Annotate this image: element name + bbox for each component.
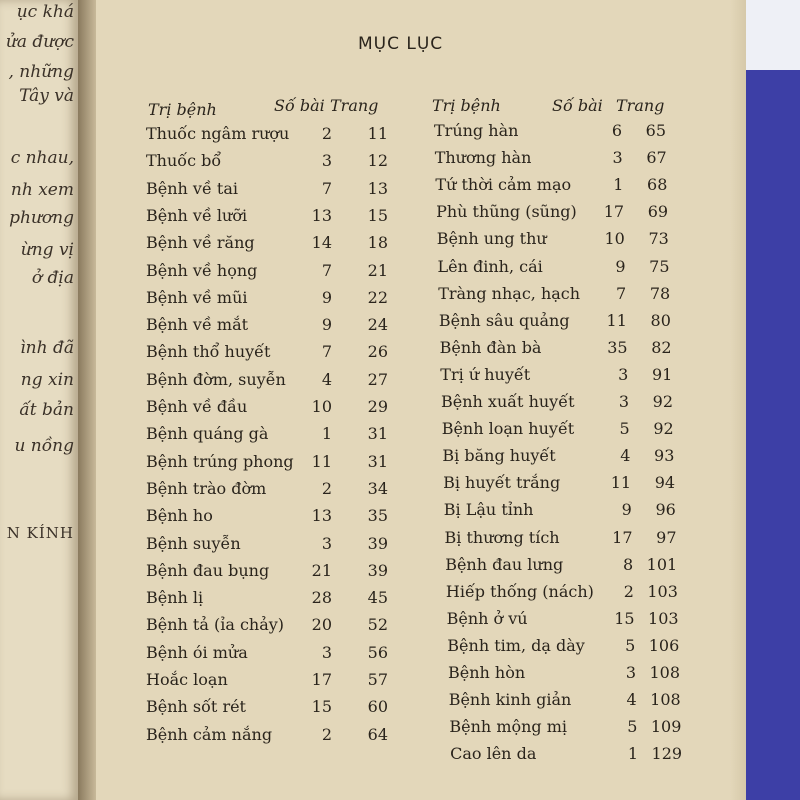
toc-entry-name: Bệnh xuất huyết [441, 392, 575, 411]
toc-entry-page: 92 [653, 419, 674, 439]
left-page-line: N KÍNH [6, 524, 74, 542]
toc-entry-page: 60 [367, 697, 388, 717]
toc-entry-name: Trị ứ huyết [440, 364, 531, 384]
toc-entry-page: 96 [655, 500, 676, 520]
left-page-line: nh xem [10, 180, 74, 200]
toc-entry-count: 13 [311, 205, 332, 225]
toc-entry-page: 31 [367, 424, 388, 444]
page-title: MỤC LỤC [358, 34, 444, 54]
toc-entry-page: 13 [367, 178, 388, 198]
toc-entry-name: Bệnh hòn [448, 663, 526, 682]
toc-entry-count: 1 [627, 744, 639, 764]
toc-entry-name: Bệnh ung thư [436, 229, 547, 249]
toc-entry-count: 4 [321, 369, 332, 389]
toc-entry-name: Lên đinh, cái [437, 256, 543, 276]
toc-entry-page: 92 [652, 392, 673, 411]
toc-entry-name: Hiếp thống (nách) [445, 581, 594, 601]
toc-entry-page: 24 [367, 315, 388, 335]
toc-entry-name: Bệnh đờm, suyễn [146, 369, 286, 389]
toc-entry-page: 80 [650, 310, 671, 330]
toc-entry-page: 91 [651, 364, 673, 384]
toc-entry-page: 106 [648, 635, 680, 655]
toc-entry-page: 57 [367, 670, 388, 689]
toc-entry-name: Bệnh về đầu [146, 397, 248, 416]
toc-entry-count: 5 [619, 419, 630, 439]
toc-entry-count: 3 [321, 642, 332, 662]
book-gutter [78, 0, 96, 800]
toc-entry-name: Bệnh tả (ỉa chảy) [146, 615, 285, 635]
left-page-line: , những [8, 62, 74, 82]
toc-entry-count: 28 [311, 588, 332, 608]
toc-entry-page: 108 [650, 690, 681, 710]
toc-entry-page: 39 [367, 533, 388, 553]
toc-entry-page: 78 [649, 283, 671, 303]
toc-entry-count: 13 [311, 506, 332, 526]
toc-entry-count: 17 [603, 202, 625, 222]
toc-entry-count: 11 [606, 310, 627, 330]
toc-entry-page: 82 [651, 337, 672, 357]
toc-entry-page: 94 [654, 473, 676, 493]
toc-entry-count: 15 [311, 697, 332, 717]
toc-entry-page: 27 [367, 369, 388, 389]
toc-entry-count: 5 [627, 717, 638, 737]
toc-entry-count: 2 [321, 724, 332, 744]
toc-entry-count: 15 [614, 608, 635, 628]
toc-entry-name: Bệnh lị [146, 588, 204, 608]
toc-entry-count: 1 [613, 175, 624, 195]
toc-entry-page: 34 [367, 478, 388, 498]
toc-entry-count: 2 [321, 478, 332, 498]
toc-entry-name: Bệnh về họng [146, 260, 258, 280]
toc-entry-name: Bệnh mộng mị [449, 717, 568, 737]
toc-entry-name: Hoắc loạn [146, 670, 228, 689]
toc-entry-count: 3 [612, 148, 623, 168]
toc-entry-count: 21 [311, 560, 332, 580]
toc-entry-count: 20 [311, 615, 332, 635]
toc-entry-page: 18 [367, 233, 388, 253]
toc-entry-count: 2 [623, 581, 634, 601]
toc-entry-name: Phù thũng (sũng) [436, 202, 577, 222]
toc-entry-count: 5 [625, 635, 636, 655]
toc-entry-count: 10 [604, 229, 625, 249]
toc-entry-name: Bệnh suyễn [146, 533, 241, 553]
toc-entry-page: 15 [367, 205, 388, 225]
toc-entry-name: Bệnh về lưỡi [146, 205, 248, 225]
toc-entry-name: Bệnh về mũi [146, 287, 248, 307]
toc-entry-page: 101 [646, 554, 678, 574]
toc-entry-count: 4 [620, 446, 631, 466]
toc-entry-count: 3 [618, 364, 629, 384]
toc-entry-page: 45 [367, 588, 388, 608]
toc-entry-page: 29 [367, 397, 388, 416]
toc-entry-page: 103 [647, 581, 678, 601]
toc-entry-page: 109 [650, 717, 682, 737]
left-facing-page [0, 0, 78, 800]
toc-entry-count: 9 [321, 287, 332, 307]
toc-entry-page: 22 [367, 287, 388, 307]
toc-entry-page: 39 [367, 560, 388, 580]
left-page-line: ất bản [19, 400, 74, 420]
left-page-line: ừng vị [20, 240, 74, 260]
background-surface [746, 0, 800, 70]
toc-entry-name: Bệnh đau lưng [445, 554, 564, 574]
toc-entry-page: 56 [367, 642, 388, 662]
toc-entry-count: 9 [321, 315, 332, 335]
toc-entry-page: 129 [651, 744, 683, 764]
toc-entry-count: 7 [321, 178, 332, 198]
toc-entry-name: Bệnh đàn bà [439, 337, 542, 357]
toc-entry-page: 31 [367, 451, 388, 471]
left-page-line: ửa được [5, 32, 74, 52]
toc-entry-count: 7 [321, 342, 332, 362]
toc-entry-name: Bệnh loạn huyết [441, 419, 575, 439]
toc-entry-page: 97 [656, 527, 677, 547]
toc-entry-count: 6 [611, 121, 622, 140]
toc-entry-name: Bị huyết trắng [443, 473, 561, 493]
toc-entry-name: Bệnh ho [146, 506, 213, 526]
toc-entry-name: Bệnh quáng gà [146, 424, 269, 444]
toc-entry-name: Bệnh về răng [146, 233, 255, 253]
toc-entry-page: 75 [649, 256, 670, 276]
toc-entry-page: 52 [367, 615, 388, 635]
toc-entry-page: 11 [367, 124, 388, 143]
toc-entry-count: 17 [612, 527, 633, 547]
toc-entry-name: Bệnh ở vú [446, 608, 528, 628]
toc-entry-name: Bệnh trào đờm [146, 478, 267, 498]
toc-entry-name: Tứ thời cảm mạo [435, 175, 572, 195]
toc-entry-page: 108 [649, 663, 680, 682]
left-page-line: Tây và [19, 86, 74, 106]
toc-entry-name: Bệnh cảm nắng [146, 724, 273, 744]
toc-entry-count: 4 [626, 690, 637, 710]
left-page-line: ng xin [20, 370, 74, 390]
background-blue-book [746, 70, 800, 800]
toc-entry-page: 26 [367, 342, 388, 362]
toc-entry-name: Bệnh đau bụng [146, 560, 270, 580]
left-page-line: ình đã [20, 338, 74, 358]
toc-entry-page: 12 [367, 151, 388, 171]
left-header-count: Số bài [274, 96, 325, 115]
toc-entry-name: Bị Lậu tỉnh [443, 500, 534, 520]
toc-entry-page: 35 [367, 506, 388, 526]
toc-entry-count: 3 [625, 663, 636, 682]
toc-entry-name: Thuốc bổ [146, 151, 222, 171]
toc-entry-page: 64 [367, 724, 388, 744]
toc-entry-count: 9 [621, 500, 632, 520]
left-page-line: c nhau, [10, 148, 74, 168]
toc-entry-count: 3 [321, 533, 332, 553]
toc-entry-count: 10 [311, 397, 332, 416]
toc-entry-name: Bệnh tim, dạ dày [447, 635, 585, 655]
toc-entry-page: 69 [647, 202, 669, 222]
toc-entry-count: 11 [610, 473, 632, 493]
toc-entry-count: 35 [607, 337, 628, 357]
left-page-line: ở địa [31, 268, 74, 288]
left-page-line: u nồng [14, 436, 74, 456]
left-header-page: Trang [330, 96, 379, 115]
toc-entry-name: Bệnh sốt rét [146, 697, 246, 717]
toc-entry-count: 9 [615, 256, 626, 276]
toc-entry-name: Bệnh ói mửa [146, 642, 248, 662]
toc-entry-page: 73 [648, 229, 669, 249]
toc-entry-count: 3 [321, 151, 332, 171]
toc-entry-page: 103 [648, 608, 679, 628]
toc-entry-name: Bị thương tích [444, 527, 560, 547]
toc-entry-count: 14 [311, 233, 332, 253]
toc-entry-name: Thuốc ngâm rượu [146, 124, 290, 143]
left-header-name: Trị bệnh [148, 100, 217, 119]
toc-entry-name: Bị băng huyết [442, 446, 556, 466]
toc-entry-page: 68 [647, 175, 668, 195]
toc-entry-name: Bệnh về tai [146, 178, 238, 198]
right-header-name: Trị bệnh [432, 96, 501, 115]
toc-entry-name: Bệnh về mắt [146, 315, 249, 335]
toc-entry-page: 21 [367, 260, 388, 280]
toc-entry-count: 17 [311, 670, 332, 689]
toc-entry-name: Bệnh thổ huyết [146, 342, 271, 362]
toc-entry-page: 65 [645, 121, 666, 140]
toc-entry-page: 67 [646, 148, 667, 168]
toc-entry-name: Thương hàn [434, 148, 532, 168]
right-header-count: Số bài [552, 96, 603, 115]
left-page-line: ục khá [16, 2, 74, 22]
toc-entry-name: Tràng nhạc, hạch [438, 283, 581, 303]
toc-entry-count: 7 [616, 283, 627, 303]
toc-entry-name: Bệnh sâu quảng [438, 310, 570, 330]
toc-entry-count: 1 [321, 424, 332, 444]
toc-entry-name: Bệnh trúng phong [146, 451, 294, 471]
toc-entry-count: 3 [618, 392, 629, 411]
toc-entry-name: Cao lên da [450, 744, 537, 764]
toc-entry-count: 8 [623, 554, 634, 574]
toc-entry-name: Trúng hàn [434, 121, 519, 140]
toc-entry-count: 11 [311, 451, 332, 471]
right-header-page: Trang [616, 96, 665, 115]
left-page-line: phương [9, 208, 74, 228]
toc-entry-name: Bệnh kinh giản [448, 690, 572, 710]
toc-entry-count: 7 [321, 260, 332, 280]
toc-entry-count: 2 [321, 124, 332, 143]
toc-entry-page: 93 [654, 446, 675, 466]
